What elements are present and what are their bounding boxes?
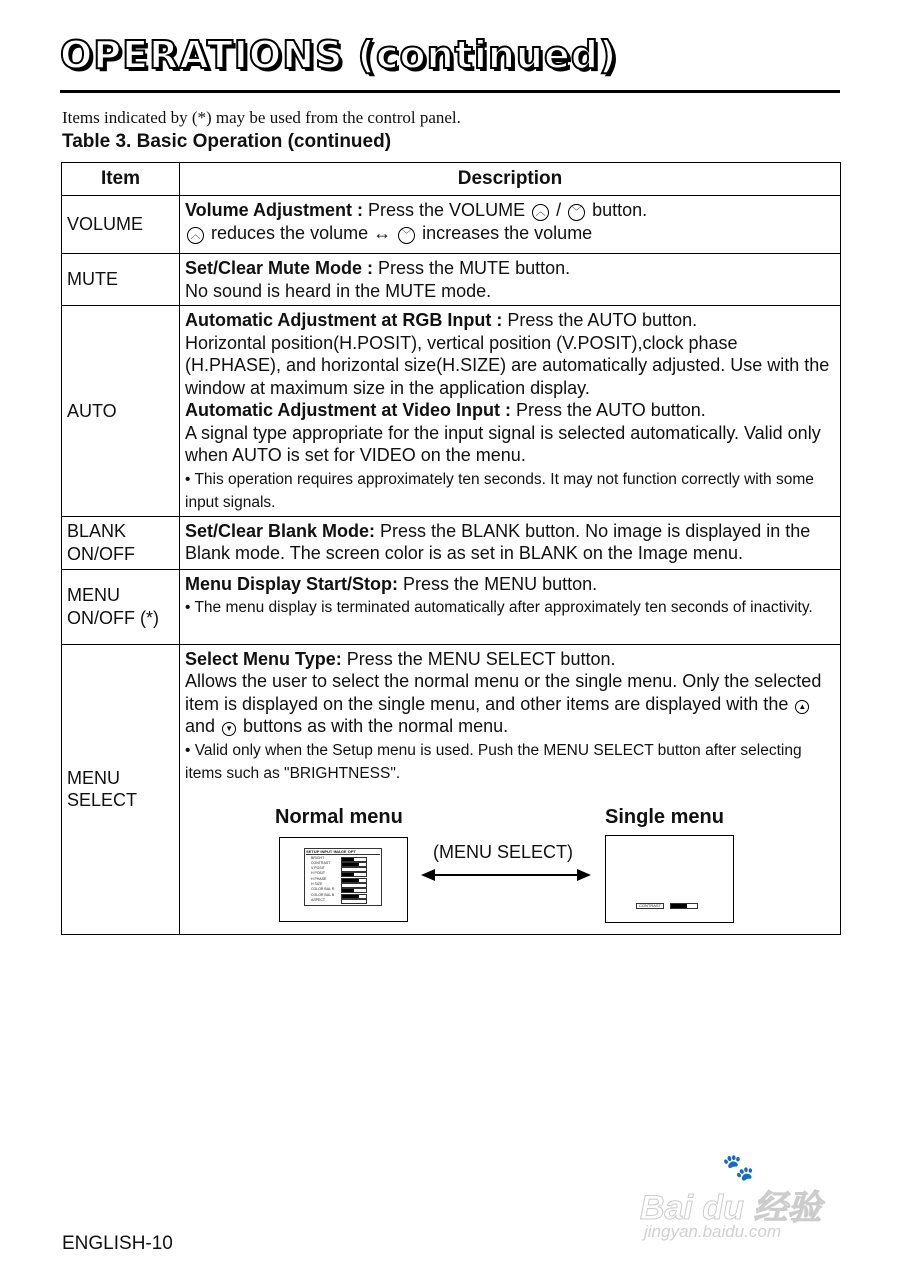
auto-rgb-body: Horizontal position(H.POSIT), vertical position (V.POSIT),clock phase (H.PHASE), and horizontal size(H.SIZE) are automatically adjusted. Use with the window at maximum size in the application display. [185,332,830,398]
normal-menu-panel [304,848,382,906]
mini-menu-row-bar [341,899,367,904]
desc-blank [180,516,841,569]
volume-slash: / [551,200,567,220]
mini-menu-row-label: ASPECT [311,897,326,902]
auto-rgb-text: Press the AUTO button. [502,310,698,330]
volume-reduces: reduces the volume [206,222,374,243]
arrow-head-left [421,869,435,881]
item-menu-select-line2: SELECT [67,790,138,810]
menu-onoff-heading: Menu Display Start/Stop: [185,573,399,594]
single-menu-screen [605,835,734,923]
item-menu-onoff-line2: ON/OFF (*) [67,607,159,628]
circle-chevron-up-icon: ︿ [187,227,204,244]
desc-menu-select [180,644,841,934]
auto-video-body: A signal type appropriate for the input signal is selected automatically. Valid only when AUTO is set for VIDEO on the menu. [185,422,821,465]
menu-select-body-b: buttons as with the normal menu. [238,716,509,736]
blank-heading: Set/Clear Blank Mode: [185,520,376,541]
control-panel-note: Items indicated by (*) may be used from the control panel. [62,108,461,127]
volume-heading: Volume Adjustment : [185,200,364,220]
circle-chevron-down-icon: ﹀ [398,227,415,244]
circle-down-arrow-icon: ▼ [222,722,236,736]
mini-menu-row-label: BRIGHT [311,855,325,860]
item-menu-onoff-line1: MENU [67,585,120,605]
table-row-mute [62,254,841,306]
page-footer: ENGLISH-10 [62,1233,173,1254]
menu-select-diagram [185,784,834,929]
circle-chevron-up-icon: ︿ [532,204,549,221]
title-rule [60,90,840,93]
double-arrow-diagram [421,864,591,886]
menu-select-note: • Valid only when the Setup menu is used. Push the MENU SELECT button after selecting items such as "BRIGHTNESS". [185,741,802,782]
table-row-blank [62,516,841,569]
item-blank [62,516,180,569]
desc-mute [180,254,841,306]
mute-text: Press the MUTE button. [373,258,571,278]
desc-volume [180,196,841,254]
single-menu-item-label: CONTRAST [636,903,664,909]
menu-onoff-note: • The menu display is terminated automatically after approximately ten seconds of inactivity. [185,599,813,616]
circle-up-arrow-icon: ▲ [795,700,809,714]
mini-menu-row-label: V POSIT [311,866,325,871]
menu-select-text: Press the MENU SELECT button. [341,648,616,669]
volume-text: Press the VOLUME [363,200,531,220]
blank-text: Press the BLANK button. No image is displayed in the Blank mode. The screen color is as set in BLANK on the Image menu. [185,520,811,563]
item-mute: MUTE [62,254,180,306]
table-row-menu-onoff [62,569,841,644]
menu-select-and: and [185,716,221,736]
mute-heading: Set/Clear Mute Mode : [185,258,374,278]
mini-menu-tabs: SETUP INPUT IMAGE OPT [306,849,380,855]
page-title: OPERATIONS (continued) [60,33,618,77]
arrow-head-right [577,869,591,881]
column-header-item: Item [62,163,180,196]
menu-select-arrow-label: (MENU SELECT) [433,841,574,862]
table-header-row [62,163,841,196]
table-row-volume [62,196,841,254]
watermark-brand: Bai du 经验 [640,1189,822,1227]
auto-video-heading: Automatic Adjustment at Video Input : [185,400,512,420]
normal-menu-screen [279,837,408,922]
menu-select-heading: Select Menu Type: [185,648,342,669]
item-menu-select-line1: MENU [67,767,120,788]
table-caption: Table 3. Basic Operation (continued) [62,131,392,152]
double-arrow-icon: ↔ [373,222,392,243]
watermark-url: jingyan.baidu.com [644,1222,782,1241]
single-menu-item [636,903,708,908]
mini-menu-rows [307,856,379,904]
volume-button-text: button. [587,200,648,220]
item-blank-line1: BLANK [67,521,127,541]
item-blank-line2: ON/OFF [67,543,135,564]
table-row-menu-select [62,644,841,934]
single-menu-label: Single menu [605,805,724,828]
baidu-watermark [640,1150,860,1250]
auto-note: • This operation requires approximately ten seconds. It may not function correctly with some input signals. [185,470,814,511]
auto-rgb-heading: Automatic Adjustment at RGB Input : [185,310,503,330]
mini-menu-row [307,898,379,903]
mini-menu-row-label: COLOR BAL R [311,887,335,892]
table-row-auto [62,306,841,517]
column-header-description: Description [180,163,841,196]
mini-menu-row-label: H SIZE [311,881,323,886]
mini-menu-row-label: H PHASE [311,876,327,881]
desc-auto [180,306,841,517]
mini-menu-row-label: CONTRAST [311,860,331,865]
item-menu-onoff [62,569,180,644]
volume-increases: increases the volume [417,222,593,243]
item-menu-select [62,644,180,934]
mini-menu-row-label: COLOR BAL B [311,892,335,897]
paw-logo-icon: 🐾 [722,1152,755,1182]
normal-menu-label: Normal menu [275,805,403,828]
mini-menu-row-label: H POSIT [311,871,326,876]
desc-menu-onoff [180,569,841,644]
menu-onoff-text: Press the MENU button. [398,573,598,594]
auto-video-text: Press the AUTO button. [511,400,706,420]
item-auto: AUTO [62,306,180,517]
item-volume: VOLUME [62,196,180,254]
menu-select-body-a: Allows the user to select the normal menu or the single menu. Only the selected item is displayed on the single menu, and other items are displayed with the [185,671,822,714]
circle-chevron-down-icon: ﹀ [568,204,585,221]
single-menu-slider [670,903,698,909]
basic-operation-table [61,162,841,935]
mute-line2: No sound is heard in the MUTE mode. [185,280,492,301]
